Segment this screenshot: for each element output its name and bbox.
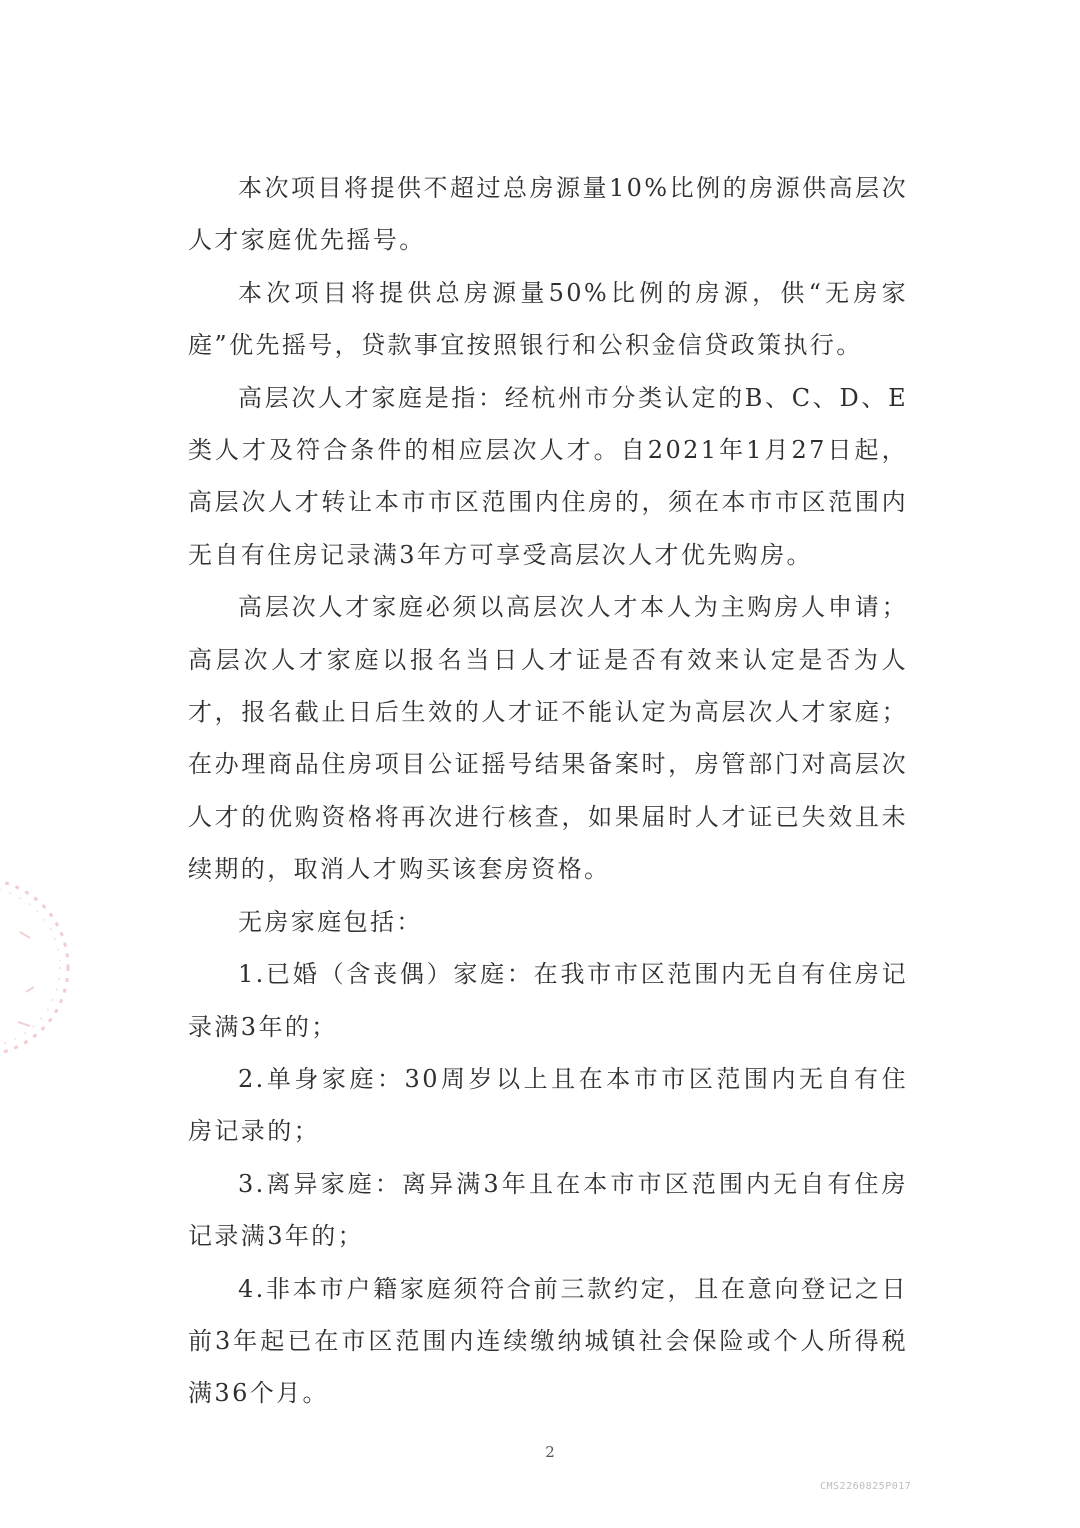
paragraph-no-house-quota: 本次项目将提供总房源量50%比例的房源，供“无房家庭”优先摇号，贷款事宜按照银行和公积金信贷政策执行。 [188,278,908,360]
list-item-non-local: 4.非本市户籍家庭须符合前三款约定，且在意向登记之日前3年起已在市区范围内连续缴纳城镇社会保险或个人所得税满36个月。 [188,1274,908,1408]
paragraph-talent-requirements: 高层次人才家庭必须以高层次人才本人为主购房人申请；高层次人才家庭以报名当日人才证是否有效来认定是否为人才，报名截止日后生效的人才证不能认定为高层次人才家庭；在办理商品住房项目公证摇号结果备案时，房管部门对高层次人才的优购资格将再次进行核查，如果届时人才证已失效且未续期的，取消人才购买该套房资格。 [188,593,908,884]
document-code: CMS2260825P017 [820,1481,912,1492]
document-body [188,162,908,1420]
list-item-married: 1.已婚（含丧偶）家庭：在我市市区范围内无自有住房记录满3年的； [188,960,908,1041]
list-item-single: 2.单身家庭：30周岁以上且在本市市区范围内无自有住房记录的； [188,1064,908,1146]
list-item-divorced: 3.离异家庭：离异满3年且在本市市区范围内无自有住房记录满3年的； [188,1169,908,1251]
red-seal-fragment [0,872,80,1062]
page-number: 2 [545,1443,555,1461]
paragraph-talent-quota: 本次项目将提供不超过总房源量10%比例的房源供高层次人才家庭优先摇号。 [188,174,908,255]
paragraph-talent-definition: 高层次人才家庭是指：经杭州市分类认定的B、C、D、E类人才及符合条件的相应层次人才。自2021年1月27日起，高层次人才转让本市市区范围内住房的，须在本市市区范围内无自有住房记录满3年方可享受高层次人才优先购房。 [188,383,908,569]
paragraph-no-house-heading: 无房家庭包括： [238,907,423,936]
